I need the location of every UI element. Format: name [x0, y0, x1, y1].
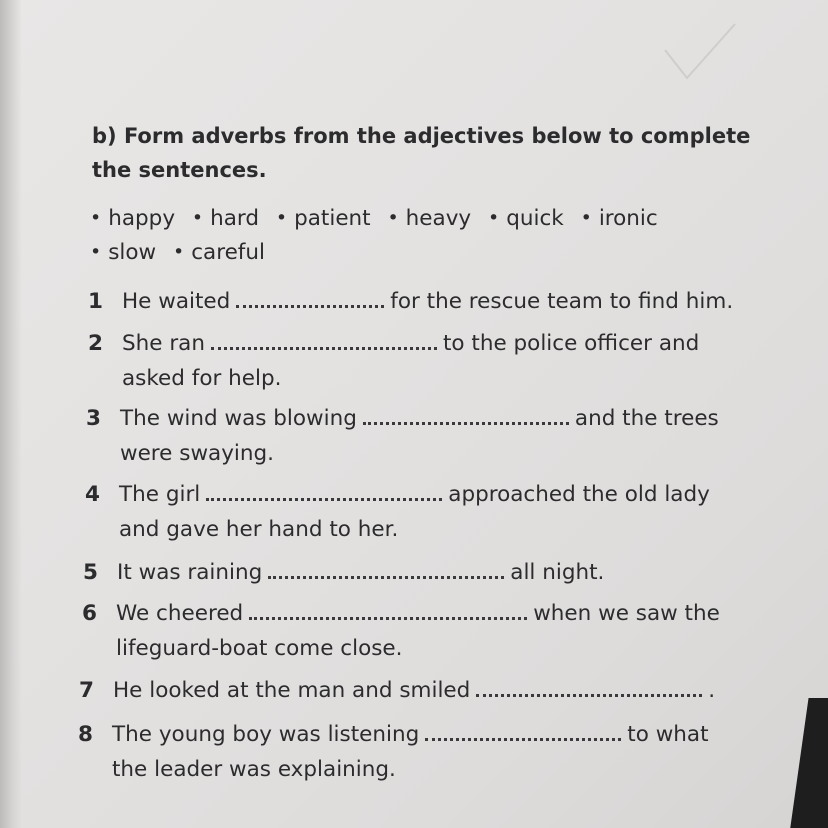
- sentence-after: to what: [627, 722, 709, 747]
- word-bank-row-1: [90, 202, 790, 236]
- sentence-before: The young boy was listening: [112, 722, 420, 747]
- word-bank: [90, 202, 790, 270]
- word-careful: • careful: [173, 236, 265, 270]
- exercise-instruction: [92, 119, 782, 187]
- sentence-8: [78, 717, 709, 787]
- sentence-continuation: were swaying.: [120, 441, 275, 466]
- sentence-number: 7: [79, 678, 94, 703]
- sentence-number: 4: [85, 482, 100, 507]
- sentence-before: We cheered: [116, 601, 244, 626]
- word-bank-row-2: [90, 236, 790, 270]
- answer-blank[interactable]: [206, 484, 442, 501]
- sentence-after: all night.: [510, 560, 605, 585]
- sentence-before: The girl: [119, 482, 201, 507]
- bullet-icon: •: [191, 207, 204, 229]
- word-happy: • happy: [90, 202, 175, 236]
- corner-shadow: [787, 698, 828, 828]
- sentence-before: It was raining: [117, 560, 263, 585]
- word-hard: • hard: [192, 202, 259, 236]
- sentence-before: She ran: [122, 331, 205, 356]
- word-quick: • quick: [488, 202, 564, 236]
- sentence-3: [86, 401, 719, 471]
- answer-blank[interactable]: [363, 408, 569, 425]
- word-heavy: • heavy: [387, 202, 471, 236]
- sentence-continuation: and gave her hand to her.: [119, 517, 399, 542]
- sentence-4: [85, 477, 710, 547]
- sentence-number: 3: [86, 406, 101, 431]
- sentence-5: [83, 555, 604, 590]
- sentence-7: [79, 673, 715, 708]
- sentence-continuation: lifeguard-boat come close.: [116, 636, 403, 661]
- bullet-icon: •: [580, 207, 592, 229]
- bullet-icon: •: [488, 207, 500, 229]
- sentence-2: [88, 326, 699, 396]
- sentence-number: 8: [78, 722, 93, 747]
- bullet-icon: •: [387, 207, 399, 229]
- sentence-number: 2: [88, 331, 103, 356]
- instruction-line-2: the sentences.: [92, 158, 267, 182]
- answer-blank[interactable]: [268, 562, 504, 579]
- page-edge-shadow: [0, 0, 22, 828]
- answer-blank[interactable]: [236, 291, 384, 308]
- sentence-continuation: asked for help.: [122, 366, 282, 391]
- sentence-6: [82, 596, 720, 666]
- sentence-number: 6: [82, 601, 97, 626]
- sentence-number: 5: [83, 560, 98, 585]
- sentence-before: The wind was blowing: [120, 406, 357, 431]
- bullet-icon: •: [172, 241, 185, 263]
- answer-blank[interactable]: [211, 333, 437, 350]
- answer-blank[interactable]: [476, 680, 702, 697]
- sentence-after: when we saw the: [533, 601, 720, 626]
- word-slow: • slow: [90, 236, 156, 270]
- pencil-tick-mark: [655, 20, 745, 90]
- sentence-after: .: [708, 678, 716, 703]
- sentence-after: for the rescue team to find him.: [390, 289, 734, 314]
- sentence-1: [88, 284, 733, 319]
- bullet-icon: •: [90, 207, 102, 229]
- sentence-after: and the trees: [574, 406, 719, 431]
- answer-blank[interactable]: [425, 724, 621, 741]
- sentence-continuation: the leader was explaining.: [112, 757, 396, 782]
- instruction-line-1: b) Form adverbs from the adjectives below to complete: [92, 124, 751, 148]
- sentence-after: to the police officer and: [442, 331, 700, 356]
- bullet-icon: •: [275, 207, 288, 229]
- bullet-icon: •: [90, 241, 102, 263]
- sentence-after: approached the old lady: [448, 482, 710, 507]
- sentence-before: He waited: [122, 289, 231, 314]
- sentence-number: 1: [88, 289, 103, 314]
- word-ironic: • ironic: [581, 202, 658, 236]
- word-patient: • patient: [276, 202, 371, 236]
- sentence-before: He looked at the man and smiled: [113, 678, 471, 703]
- answer-blank[interactable]: [249, 603, 527, 620]
